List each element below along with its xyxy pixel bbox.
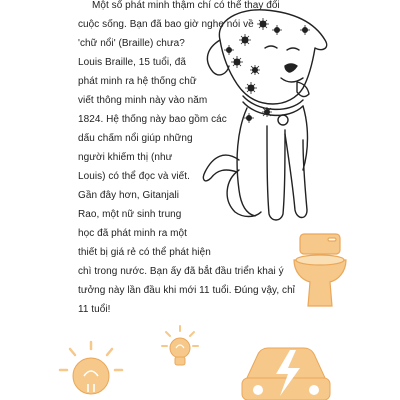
lightbulb-icon bbox=[56, 340, 126, 400]
text-line: viết thông minh này vào năm bbox=[78, 95, 208, 106]
text-line: thiết bị giá rẻ có thể phát hiện bbox=[78, 247, 211, 258]
text-line: Gần đây hơn, Gitanjali bbox=[78, 190, 180, 201]
text-line: 'chữ nổi' (Braille) chưa? bbox=[78, 38, 185, 49]
dog-with-braille-dots-icon bbox=[185, 0, 335, 230]
text-line: chì trong nước. Bạn ấy đã bắt đầu triển khai ý bbox=[78, 266, 284, 277]
text-line: tưởng này lần đầu khi mới 11 tuổi. Đúng vậy, chỉ bbox=[78, 285, 295, 296]
text-line: Một số phát minh thậm chí có thể thay đổi bbox=[92, 0, 280, 11]
text-line: dấu chấm nổi giúp những bbox=[78, 133, 193, 144]
text-line: Louis Braille, 15 tuổi, đã bbox=[78, 57, 187, 68]
lightbulb-icon bbox=[160, 324, 200, 370]
text-line: Rao, một nữ sinh trung bbox=[78, 209, 182, 220]
toilet-icon bbox=[290, 232, 350, 310]
text-line: cuộc sống. Bạn đã bao giờ nghe nói về bbox=[78, 19, 254, 30]
text-line: Louis) có thể đọc và viết. bbox=[78, 171, 190, 182]
text-line: người khiếm thị (như bbox=[78, 152, 173, 163]
text-line: học đã phát minh ra một bbox=[78, 228, 187, 239]
text-line: 11 tuổi! bbox=[78, 304, 111, 315]
electric-car-icon bbox=[236, 340, 336, 400]
text-line: phát minh ra hệ thống chữ bbox=[78, 76, 197, 87]
text-line: 1824. Hệ thống này bao gồm các bbox=[78, 114, 227, 125]
